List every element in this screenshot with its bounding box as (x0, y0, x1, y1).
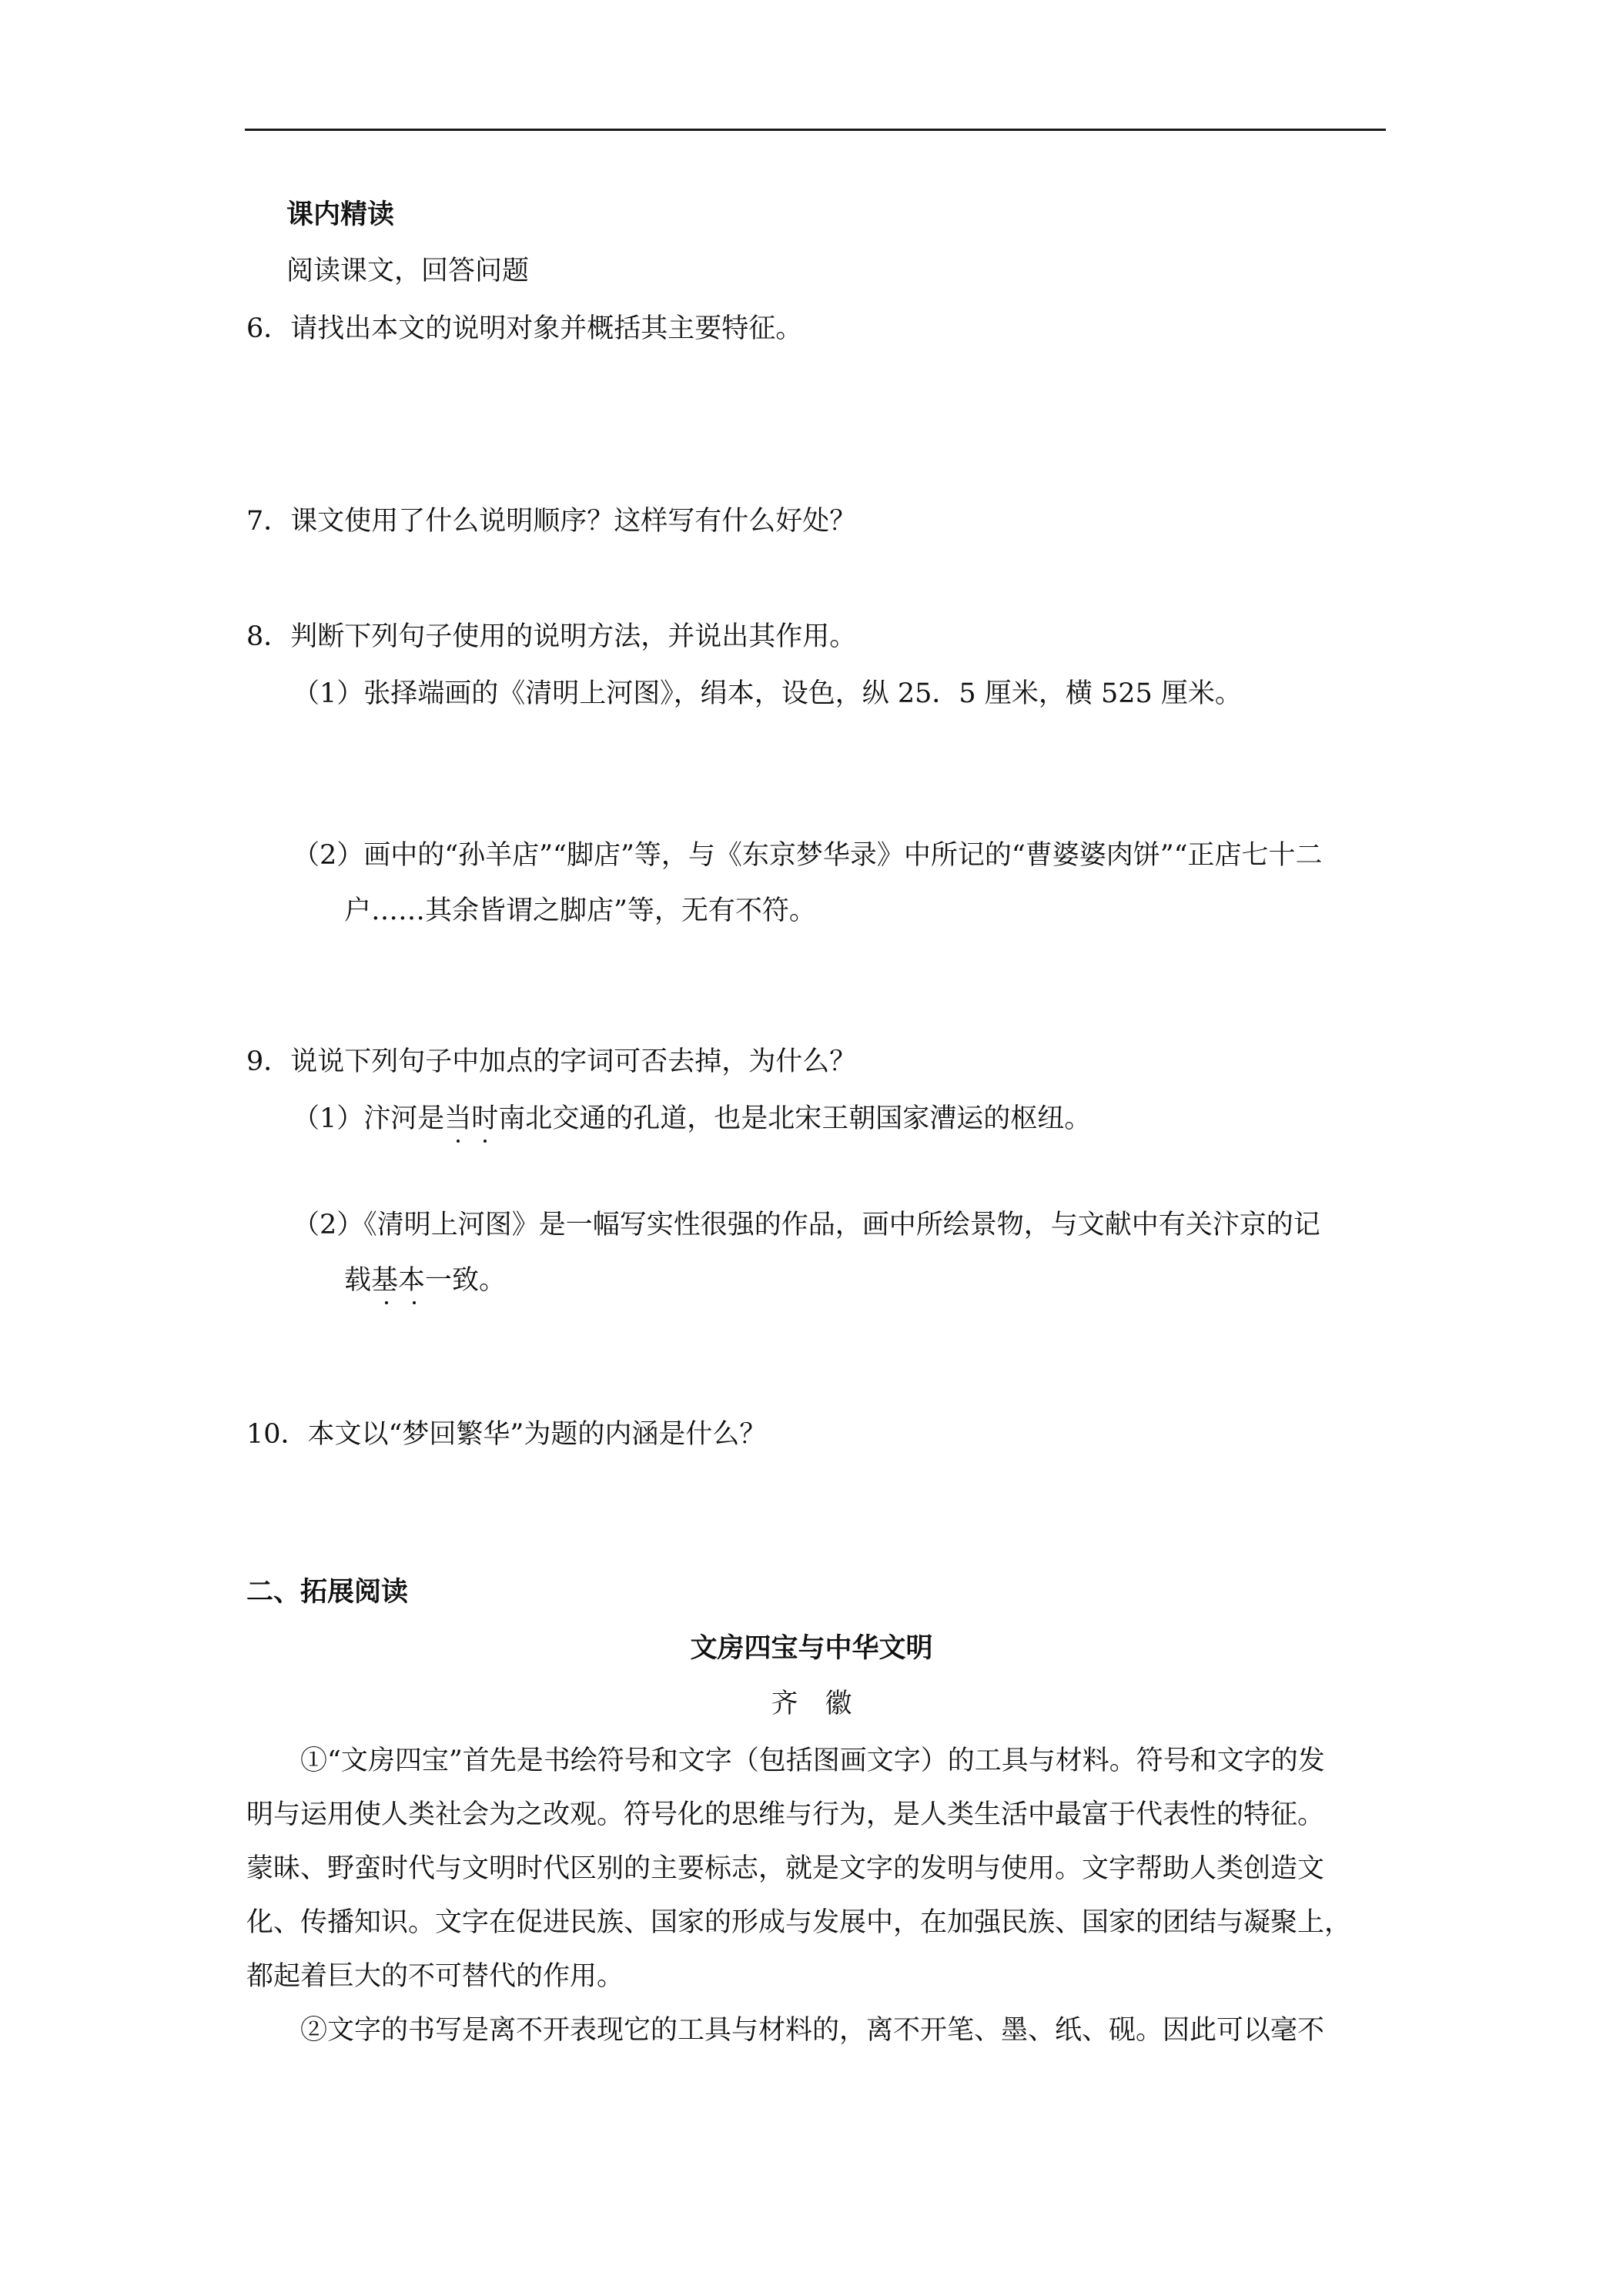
paragraph-1-line-1: ①“文房四宝”首先是书绘符号和文字（包括图画文字）的工具与材料。符号和文字的发 (300, 1745, 1325, 1776)
header-rule (245, 129, 1386, 131)
question-9: 9．说说下列句子中加点的字词可否去掉，为什么？ (246, 1046, 857, 1077)
article-author: 齐 徽 (771, 1689, 852, 1719)
question-8-item-1: （1）张择端画的《清明上河图》，绢本，设色，纵 25．5 厘米，横 525 厘米。 (293, 678, 1242, 709)
paragraph-2-line-1: ②文字的书写是离不开表现它的工具与材料的，离不开笔、墨、纸、砚。因此可以毫不 (300, 2015, 1325, 2046)
question-10: 10．本文以“梦回繁华”为题的内涵是什么？ (246, 1419, 767, 1450)
emphasis-dot (484, 1140, 487, 1143)
question-8: 8．判断下列句子使用的说明方法，并说出其作用。 (246, 621, 857, 652)
paragraph-1-line-5: 都起着巨大的不可替代的作用。 (246, 1961, 624, 1992)
question-9-item-2-line-2: 载基本一致。 (344, 1265, 507, 1296)
paragraph-1-line-3: 蒙昧、野蛮时代与文明时代区别的主要标志，就是文字的发明与使用。文字帮助人类创造文 (246, 1853, 1325, 1884)
question-7: 7．课文使用了什么说明顺序？这样写有什么好处？ (246, 506, 857, 537)
instruction-text: 阅读课文，回答问题 (286, 256, 530, 286)
question-9-item-1: （1）汴河是当时南北交通的孔道，也是北宋王朝国家漕运的枢纽。 (293, 1103, 1092, 1134)
emphasis-dot (413, 1301, 416, 1304)
section-heading-extended-reading: 二、拓展阅读 (246, 1577, 409, 1608)
article-title: 文房四宝与中华文明 (690, 1633, 933, 1664)
paragraph-1-line-4: 化、传播知识。文字在促进民族、国家的形成与发展中，在加强民族、国家的团结与凝聚上， (246, 1907, 1352, 1938)
emphasis-dot (385, 1301, 388, 1304)
paragraph-1-line-2: 明与运用使人类社会为之改观。符号化的思维与行为，是人类生活中最富于代表性的特征。 (246, 1799, 1325, 1830)
emphasis-dot (457, 1140, 460, 1143)
question-8-item-2-line-1: （2）画中的“孙羊店”“脚店”等，与《东京梦华录》中所记的“曹婆婆肉饼”“正店七十二 (293, 840, 1323, 871)
section-heading-intensive-reading: 课内精读 (286, 199, 395, 230)
question-9-item-2-line-1: （2）《清明上河图》是一幅写实性很强的作品，画中所绘景物，与文献中有关汴京的记 (293, 1210, 1320, 1240)
question-8-item-2-line-2: 户……其余皆谓之脚店”等，无有不符。 (344, 895, 816, 926)
question-6: 6．请找出本文的说明对象并概括其主要特征。 (246, 313, 803, 344)
